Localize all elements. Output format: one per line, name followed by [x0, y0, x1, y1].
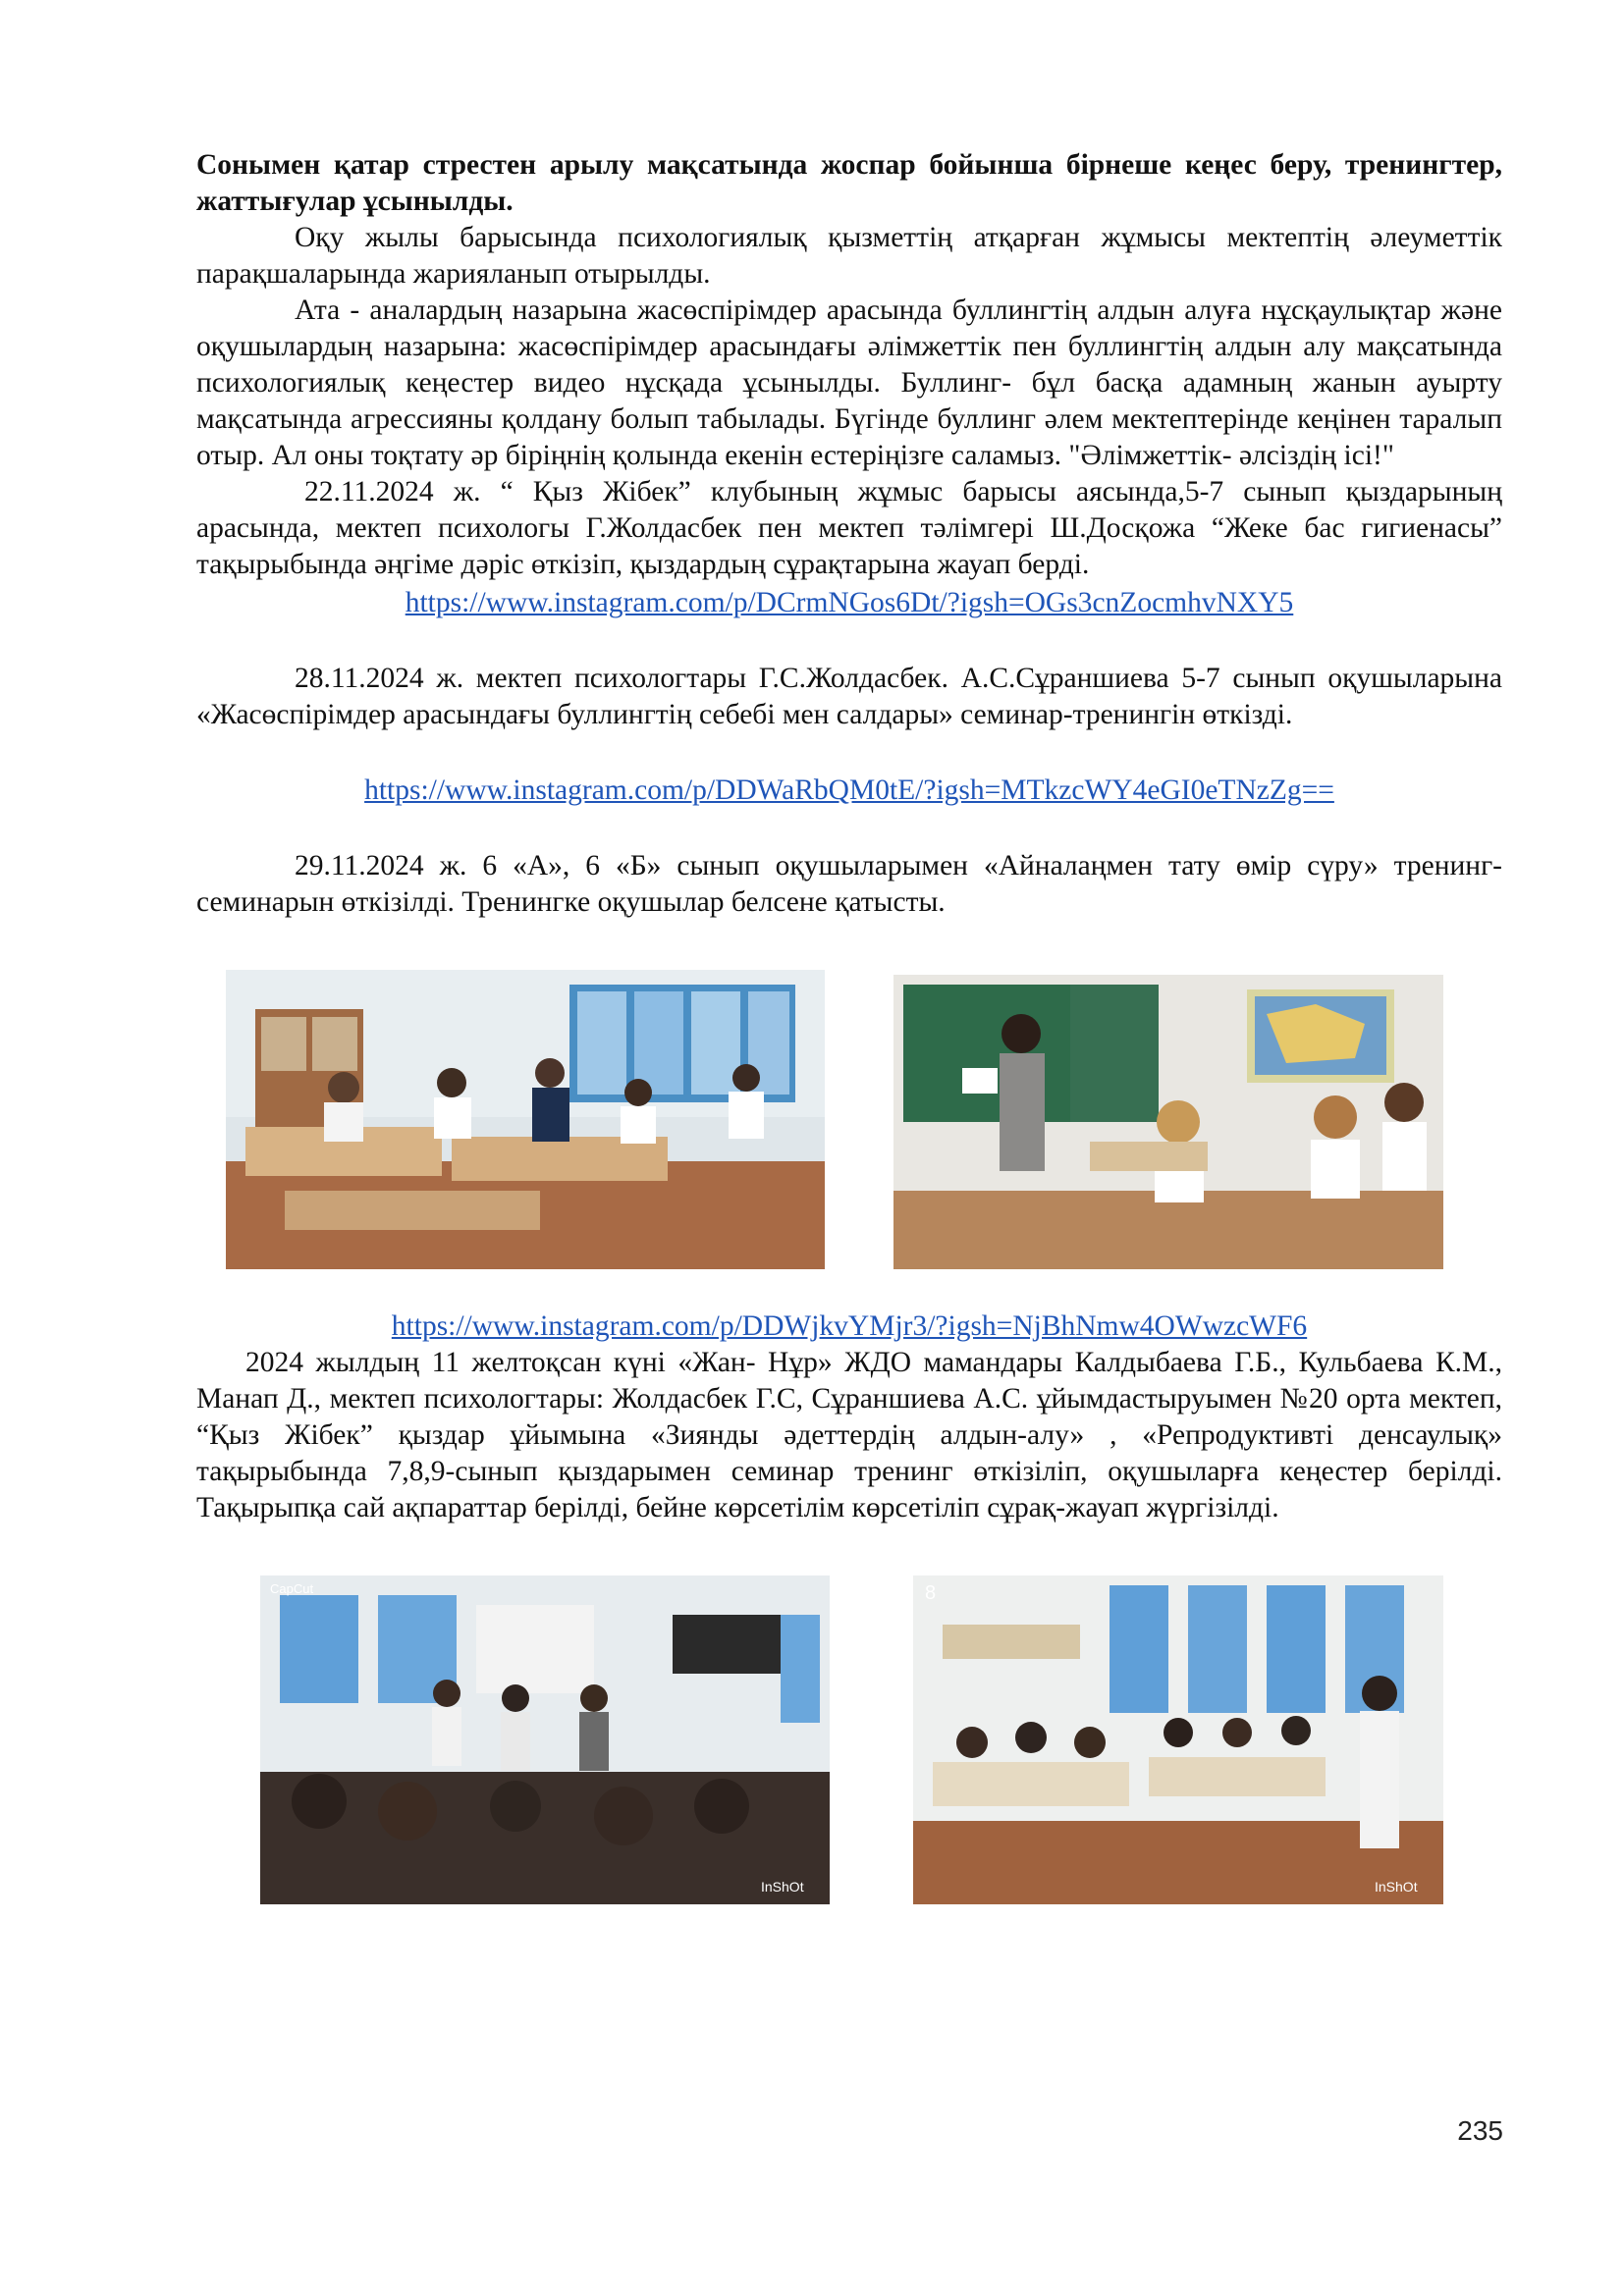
link-3-line: [196, 1308, 1502, 1345]
seminar-photo-1: [260, 1575, 830, 1904]
intro-bold-paragraph: Сонымен қатар стрестен арылу мақсатында жоспар бойынша бірнеше кеңес беру, тренингтер, жаттығулар ұсынылды.: [196, 149, 1502, 217]
link-2-line: [196, 773, 1502, 809]
paragraph-2: Ата - аналардың назарына жасөспірімдер арасында буллингтің алдын алуға нұсқаулықтар және оқушылардың назарына: жасөспірімдер арасындағы әлімжеттік пен буллингтің алдын алу мақсатында психологиялық кеңестер видео нұсқада ұсынылды. Буллинг- бұл басқа адамның жанын ауырту мақсатында агрессияны қолдану болып табылады. Бүгінде буллинг әлем мектептерінде кеңінен таралып отыр. Ал оны тоқтату әр біріңнің қолында екенін естеріңізге саламыз. "Әлімжеттік- әлсіздің ісі!": [196, 294, 1502, 471]
paragraph-5: 29.11.2024 ж. 6 «А», 6 «Б» сынып оқушыларымен «Айналаңмен тату өмір сүру» тренинг-семинарын өткізілді. Тренингке оқушылар белсене қатысты.: [196, 850, 1502, 918]
paragraph-1: Оқу жылы барысында психологиялық қызметтің атқарған жұмысы мектептің әлеуметтік парақшаларында жарияланып отырылды.: [196, 222, 1502, 290]
document-page: [196, 147, 1502, 1909]
paragraph-4: 28.11.2024 ж. мектеп психологтары Г.С.Жолдасбек. А.С.Сұраншиева 5-7 сынып оқушыларына «Жасөспірімдер арасындағы буллингтің себебі мен салдары» семинар-тренингін өткізді.: [196, 663, 1502, 730]
seminar-photo-2: [913, 1575, 1443, 1904]
instagram-link-2[interactable]: https://www.instagram.com/p/DDWaRbQM0tE/?igsh=MTkzcWY4eGI0eTNzZg==: [364, 774, 1334, 806]
photo-row-1: [196, 970, 1502, 1269]
classroom-photo-2: [893, 975, 1443, 1269]
paragraph-6: 2024 жылдың 11 желтоқсан күні «Жан- Нұр» ЖДО мамандары Калдыбаева Г.Б., Кульбаева К.М., Манап Д., мектеп психологтары: Жолдасбек Г.С, Сұраншиева А.С. ұйымдастыруымен №20 орта мектеп, “Қыз Жібек” қыздар ұйымына «Зиянды әдеттердің алдын-алу» , «Репродуктивті денсаулық» тақырыбында 7,8,9-сынып қыздарымен семинар тренинг өткізіліп, оқушыларға кеңестер берілді. Тақырыпқа сай ақпараттар берілді, бейне көрсетілім көрсетіліп сұрақ-жауап жүргізілді.: [196, 1347, 1502, 1523]
classroom-photo-1: [226, 970, 825, 1269]
inshot-watermark-2: InShOt: [1375, 1879, 1418, 1895]
capcut-watermark: CapCut: [270, 1581, 314, 1596]
paragraph-3: 22.11.2024 ж. “ Қыз Жібек” клубының жұмыс барысы аясында,5-7 сынып қыздарының арасында, мектеп психологы Г.Жолдасбек пен мектеп тәлімгері Ш.Досқожа “Жеке бас гигиенасы” тақырыбында әңгіме дәріс өткізіп, қыздардың сұрақтарына жауап берді.: [196, 476, 1502, 580]
link-1-line: [196, 585, 1502, 621]
page-number: 235: [1457, 2115, 1503, 2146]
instagram-link-3[interactable]: https://www.instagram.com/p/DDWjkvYMjr3/?igsh=NjBhNmw4OWwzcWF6: [391, 1310, 1308, 1342]
svg-text:8: 8: [925, 1582, 937, 1604]
photo-row-2: [196, 1575, 1502, 1909]
inshot-watermark-1: InShOt: [761, 1879, 804, 1895]
instagram-link-1[interactable]: https://www.instagram.com/p/DCrmNGos6Dt/?igsh=OGs3cnZocmhvNXY5: [405, 587, 1294, 618]
